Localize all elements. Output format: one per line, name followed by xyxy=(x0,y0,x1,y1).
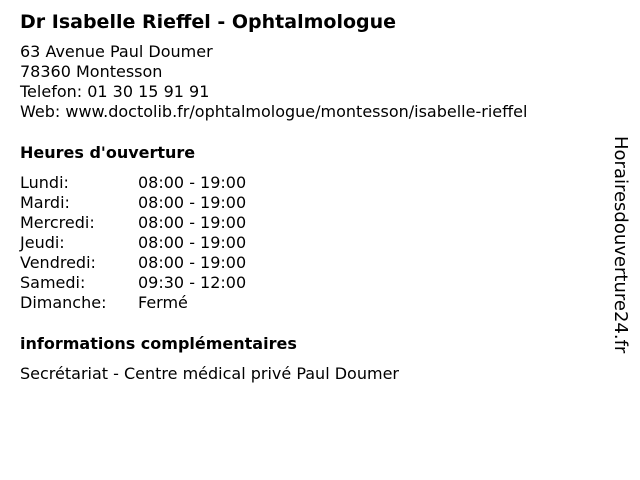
day-label: Dimanche: xyxy=(20,293,107,312)
additional-info-heading: informations complémentaires xyxy=(20,334,297,353)
day-label: Mardi: xyxy=(20,193,70,212)
hours-row-thursday xyxy=(20,233,610,253)
brand-watermark: Horairesdouverture24.fr xyxy=(610,136,631,354)
day-label: Jeudi: xyxy=(20,233,65,252)
day-label: Mercredi: xyxy=(20,213,95,232)
hours-row-sunday xyxy=(20,293,610,313)
time-range: 08:00 - 19:00 xyxy=(138,233,247,252)
time-range: Fermé xyxy=(138,293,188,312)
page-title: Dr Isabelle Rieffel - Ophtalmologue xyxy=(20,11,397,33)
time-range: 08:00 - 19:00 xyxy=(138,253,247,272)
day-label: Lundi: xyxy=(20,173,69,192)
address-city: 78360 Montesson xyxy=(20,62,163,81)
time-range: 08:00 - 19:00 xyxy=(138,173,247,192)
hours-row-friday xyxy=(20,253,610,273)
additional-info-text: Secrétariat - Centre médical privé Paul Doumer xyxy=(20,364,399,383)
hours-row-monday xyxy=(20,173,610,193)
day-label: Samedi: xyxy=(20,273,86,292)
time-range: 08:00 - 19:00 xyxy=(138,213,247,232)
hours-row-wednesday xyxy=(20,213,610,233)
day-label: Vendredi: xyxy=(20,253,96,272)
opening-hours-table xyxy=(20,173,610,313)
address-street: 63 Avenue Paul Doumer xyxy=(20,42,213,61)
phone-number: Telefon: 01 30 15 91 91 xyxy=(20,82,210,101)
time-range: 08:00 - 19:00 xyxy=(138,193,247,212)
time-range: 09:30 - 12:00 xyxy=(138,273,247,292)
opening-hours-heading: Heures d'ouverture xyxy=(20,143,196,162)
hours-row-tuesday xyxy=(20,193,610,213)
website-link[interactable]: Web: www.doctolib.fr/ophtalmologue/montesson/isabelle-rieffel xyxy=(20,102,528,121)
business-card xyxy=(20,8,610,384)
hours-row-saturday xyxy=(20,273,610,293)
